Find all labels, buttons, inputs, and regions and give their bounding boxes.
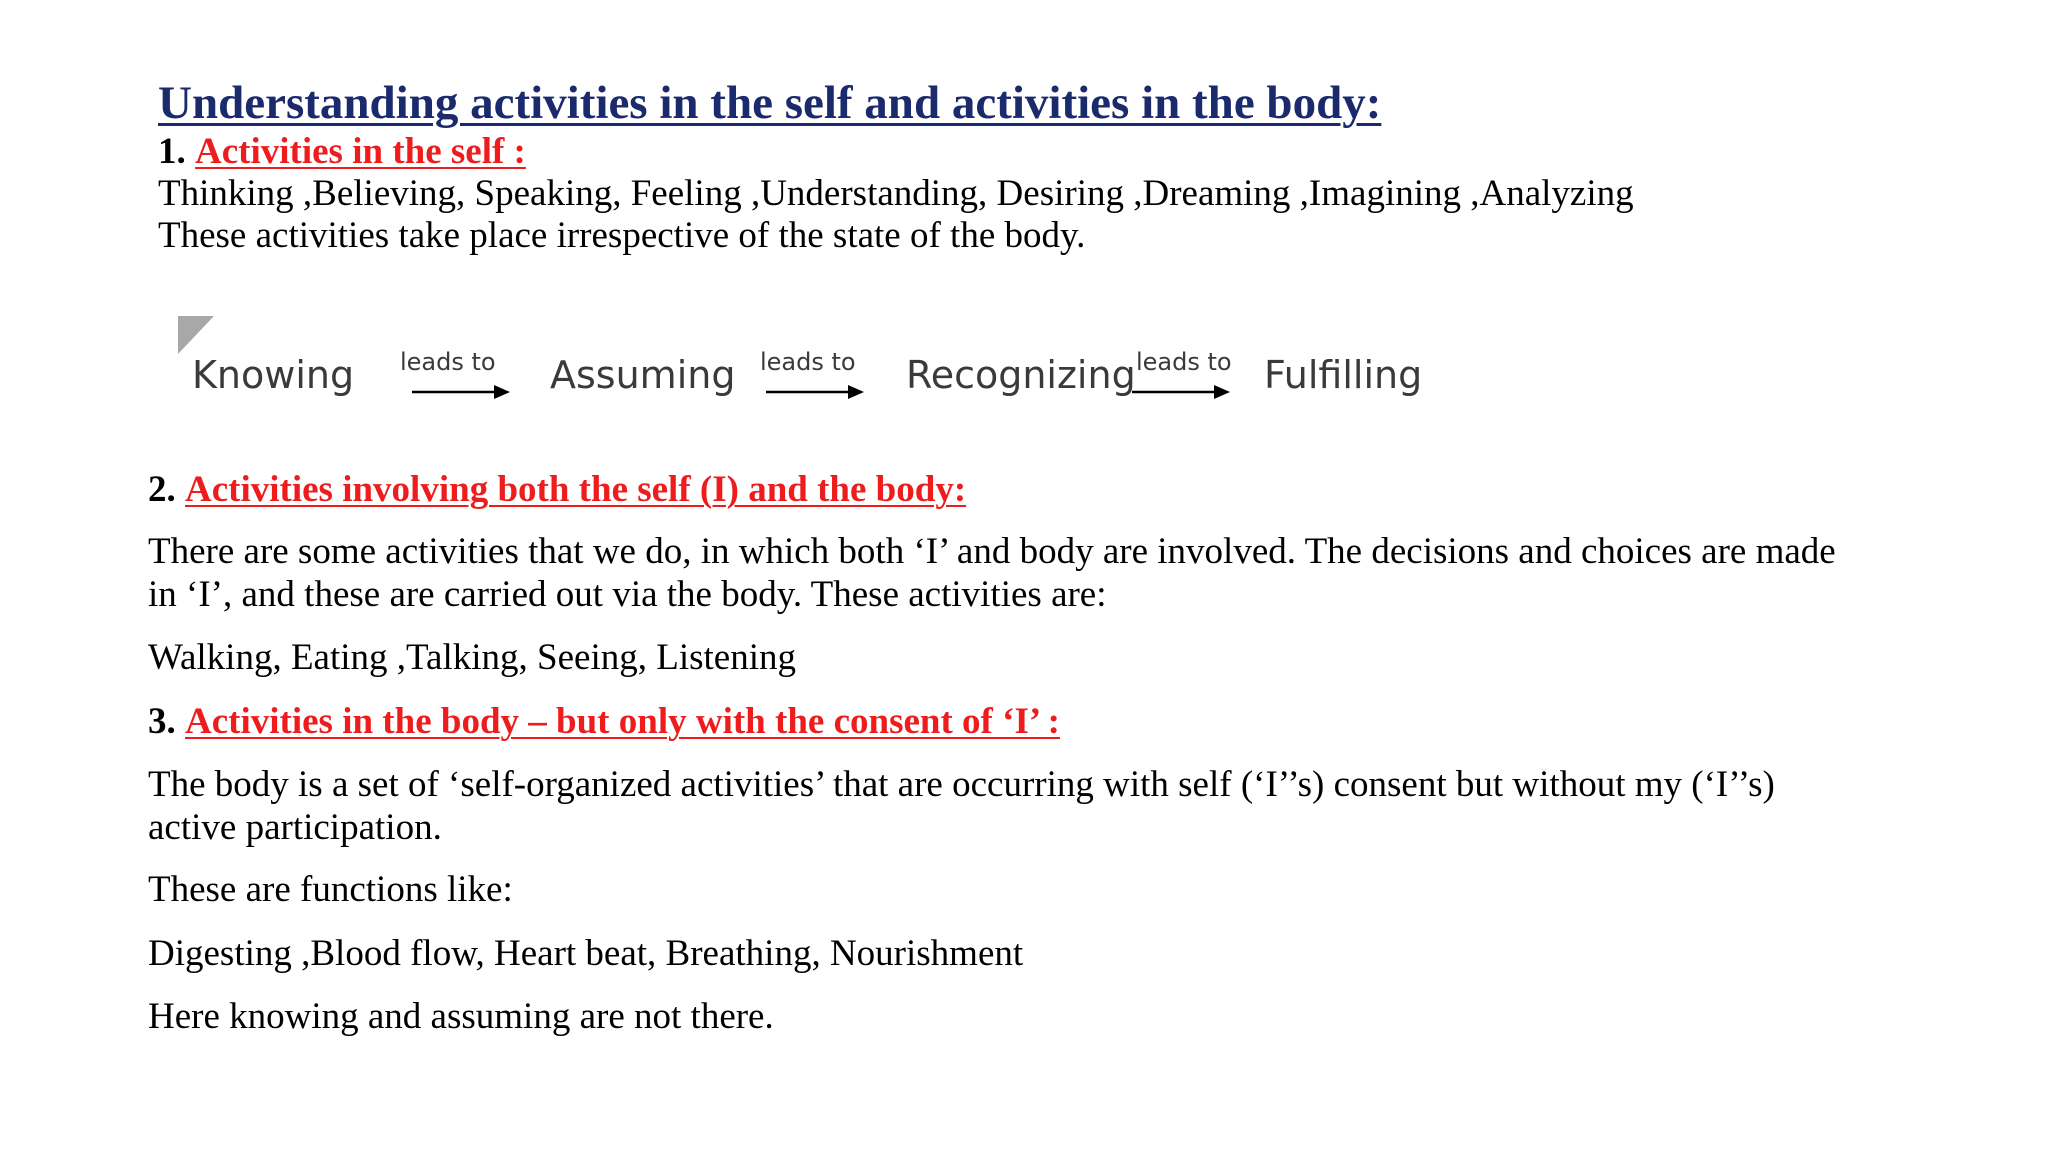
section-3-title: Activities in the body – but only with the consent of ‘I’ :	[185, 701, 1060, 742]
section-3-intro: These are functions like:	[148, 869, 513, 910]
section-1-note: These activities take place irrespective of the state of the body.	[158, 215, 1086, 256]
section-1-title: Activities in the self :	[195, 131, 526, 172]
flow-step-knowing: Knowing	[192, 353, 355, 397]
flow-diagram	[0, 300, 1500, 420]
flow-connector-3-label: leads to	[1136, 348, 1232, 376]
flow-step-recognizing: Recognizing	[906, 353, 1136, 397]
section-3-paragraph: The body is a set of ‘self-organized activities’ that are occurring with self (‘I’’s) consent but without my (‘I’’s) active participation.	[148, 764, 1775, 848]
page-title: Understanding activities in the self and activities in the body:	[158, 77, 1382, 129]
section-3-note: Here knowing and assuming are not there.	[148, 996, 774, 1037]
section-2-number: 2.	[148, 469, 176, 510]
section-2-list: Walking, Eating ,Talking, Seeing, Listening	[148, 637, 796, 678]
section-3-list: Digesting ,Blood flow, Heart beat, Breathing, Nourishment	[148, 933, 1024, 974]
section-1-activities: Thinking ,Believing, Speaking, Feeling ,Understanding, Desiring ,Dreaming ,Imagining ,Analyzing	[158, 173, 1634, 214]
flow-connector-1-label: leads to	[400, 348, 496, 376]
section-3-heading	[148, 700, 1060, 744]
flow-step-fulfilling: Fulfilling	[1264, 353, 1423, 397]
flow-connector-2-label: leads to	[760, 348, 856, 376]
arrow-right-icon	[412, 382, 512, 402]
section-1-heading	[158, 130, 526, 174]
section-3-number: 3.	[148, 701, 176, 742]
arrow-right-icon	[766, 382, 866, 402]
section-2-paragraph: There are some activities that we do, in which both ‘I’ and body are involved. The decisions and choices are made in ‘I’, and these are carried out via the body. These activities are:	[148, 531, 1836, 615]
section-2-title: Activities involving both the self (I) and the body:	[185, 469, 967, 510]
section-1-number: 1.	[158, 131, 186, 172]
arrow-right-icon	[1132, 382, 1232, 402]
flow-step-assuming: Assuming	[550, 353, 736, 397]
section-2-heading	[148, 468, 966, 512]
